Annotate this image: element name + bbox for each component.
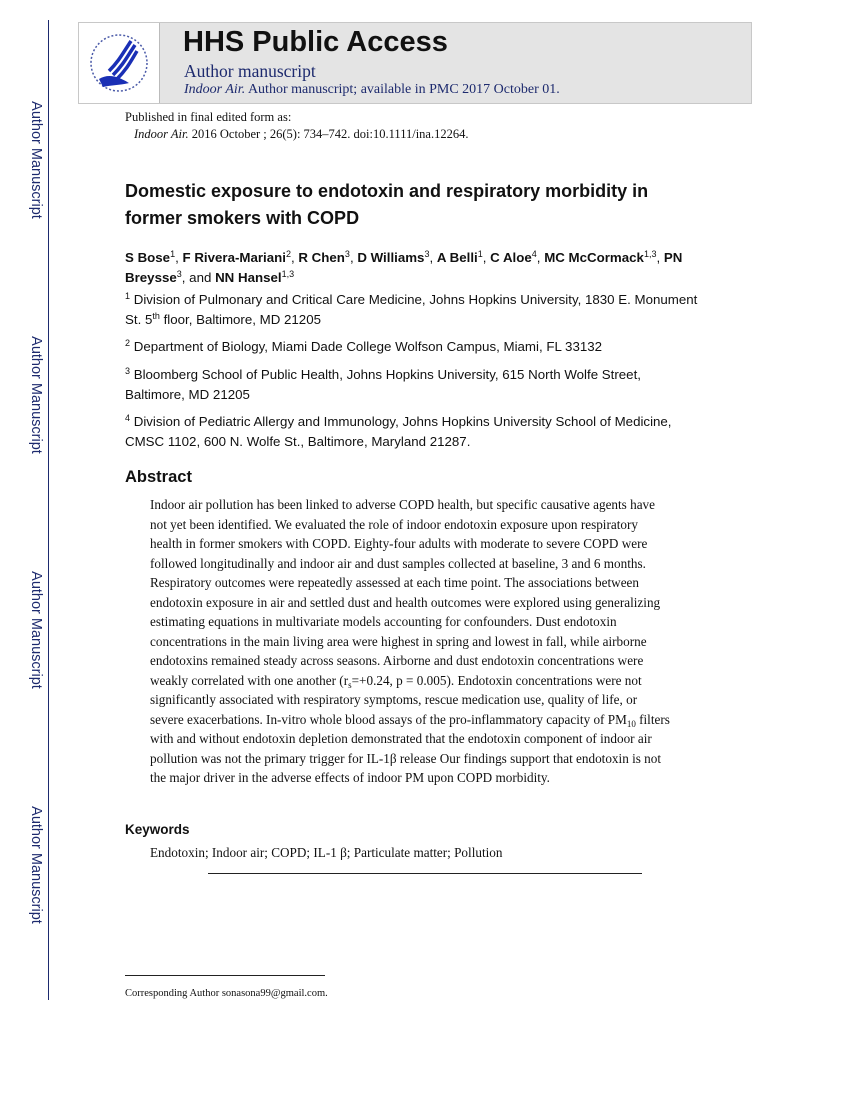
citation [134,127,468,142]
journal-name: Indoor Air. [184,82,246,97]
author-name: D Williams [357,250,425,265]
abstract-body [150,495,720,788]
side-label-text: Author Manuscript [28,806,44,924]
side-label [26,90,46,230]
side-label-text: Author Manuscript [28,571,44,689]
title-line: Domestic exposure to endotoxin and respiratory morbidity in [125,181,649,201]
corresponding-author: Corresponding Author sonasona99@gmail.com. [125,988,328,999]
abstract-line [150,554,720,574]
affiliation-2: $^2$ Department of Biology, Miami Dade College Wolfson Campus, Miami, FL 33132 [125,338,603,354]
abstract-line [150,710,720,730]
abstract-text: not yet been identified. We evaluated the role of indoor endotoxin exposure upon respiratory [150,516,638,532]
author-affiliation-marker: 1,3 [643,249,657,259]
author-name: PN Breysse [125,250,683,285]
side-label [26,560,46,700]
margin-divider [48,20,49,1000]
author-affiliation-marker: 2 [285,249,291,259]
abstract-text: concentrations in the main living area were highest in spring and lowest in fall, while airborne [150,633,647,649]
author-affiliation-marker: 3 [176,269,182,279]
author-name: MC McCormack [544,250,644,265]
abstract-heading: Abstract [125,468,192,486]
subscript: s [348,679,352,690]
abstract-line [150,515,720,535]
published-label: Published in final edited form as: [125,110,292,124]
affiliation-4: $^4$ Division of Pediatric Allergy and Immunology, Johns Hopkins University School of Medicine, CMSC 1102, 600 N. Wolfe St., Baltimore, Maryland 21287. [125,413,672,449]
section-divider [208,873,642,874]
availability-line [184,82,560,98]
hhs-header [78,22,752,104]
abstract-text: estimating equations in multivariate models accounting for confounders. Dust endotoxin [150,614,617,629]
keywords-heading: Keywords [125,822,190,837]
abstract-line [150,729,720,749]
abstract-line [150,573,720,593]
author-affiliation-marker: 1 [477,249,483,259]
footnote-divider [125,975,325,976]
abstract-text: Respiratory outcomes were repeatedly assessed at each time point. The associations between [150,575,639,590]
abstract-text: pollution was not the primary trigger for IL-1β release Our findings support that endotoxin is not [150,750,662,766]
author-name: R Chen [298,250,345,265]
author-affiliation-marker: 4 [531,249,537,259]
abstract-text: with and without endotoxin depletion demonstrated that the endotoxin component of indoor air [150,731,652,746]
abstract-text: followed longitudinally and indoor air and dust samples collected at baseline, 3 and 6 months. [150,555,646,571]
keywords-list: Endotoxin; Indoor air; COPD; IL-1 β; Particulate matter; Pollution [150,845,503,860]
abstract-line [150,534,720,554]
abstract-line [150,651,720,671]
abstract-line [150,593,720,613]
availability-text: Author manuscript; available in PMC 2017 October 01. [247,82,560,97]
abstract-text: endotoxin exposure in air and settled dust and health outcomes were explored using generalizing [150,594,661,610]
abstract-text: =+0.24, p = 0.005). Endotoxin concentrations were not [351,672,642,688]
abstract-line [150,768,720,788]
hhs-logo [79,23,160,103]
author-name: C Aloe [490,250,532,265]
author-affiliation-marker: 1 [170,249,176,259]
hhs-eagle-icon [79,23,159,103]
side-label-text: Author Manuscript [28,101,44,219]
abstract-line [150,495,720,515]
author-name: F Rivera-Mariani [182,250,286,265]
author-name: NN Hansel [215,270,282,285]
header-subtitle: Author manuscript [184,61,316,81]
abstract-text: significantly associated with respiratory symptoms, rescue medication use, quality of life, or [150,692,638,707]
author-affiliation-marker: 3 [424,249,430,259]
abstract-line [150,749,720,769]
paper-title [125,178,765,232]
abstract-line [150,632,720,652]
side-label [26,795,46,935]
author-name: A Belli [436,250,478,265]
title-line: former smokers with COPD [125,208,360,228]
subscript: 10 [626,718,636,729]
abstract-line [150,690,720,710]
abstract-text: Indoor air pollution has been linked to adverse COPD health, but specific causative agents have [150,497,656,512]
abstract-text: health in former smokers with COPD. Eighty-four adults with moderate to severe COPD were [150,536,648,551]
abstract-text: weakly correlated with one another (r [150,672,349,688]
author-affiliation-marker: 1,3 [281,269,295,279]
abstract-text: filters [635,711,670,727]
side-label-text: Author Manuscript [28,336,44,454]
header-title: HHS Public Access [183,26,448,58]
authors-and: and [189,270,212,285]
citation-text: 2016 October ; 26(5): 734–742. doi:10.1111/ina.12264. [191,127,469,141]
author-affiliation-marker: 3 [344,249,350,259]
affiliation-3: $^3$ Bloomberg School of Public Health, Johns Hopkins University, 615 North Wolfe Street, Baltimore, MD 21205 [125,366,641,402]
side-label [26,325,46,465]
author-list: S Bose$^1$, F Rivera-Mariani$^2$, R Chen$^3$, D Williams$^3$, A Belli$^1$, C Aloe$^4$, MC McCormack$^{1,3}$, PN Breysse$^3$, and NN Hansel$^{1,3}$ [125,249,683,285]
abstract-text: severe exacerbations. In-vitro whole blood assays of the pro-inflammatory capacity of PM [150,711,627,727]
abstract-text: the major driver in the adverse effects of indoor PM upon COPD morbidity. [150,770,550,785]
citation-journal: Indoor Air. [134,127,189,141]
abstract-text: endotoxins remained steady across seasons. Airborne and dust endotoxin concentrations were [150,653,644,668]
affiliation-1: $^1$ Division of Pulmonary and Critical Care Medicine, Johns Hopkins University, 1830 E. Monument St. 5th floor, Baltimore, MD 21205 [125,291,698,327]
author-name: S Bose [125,250,171,265]
abstract-line [150,612,720,632]
abstract-line [150,671,720,691]
